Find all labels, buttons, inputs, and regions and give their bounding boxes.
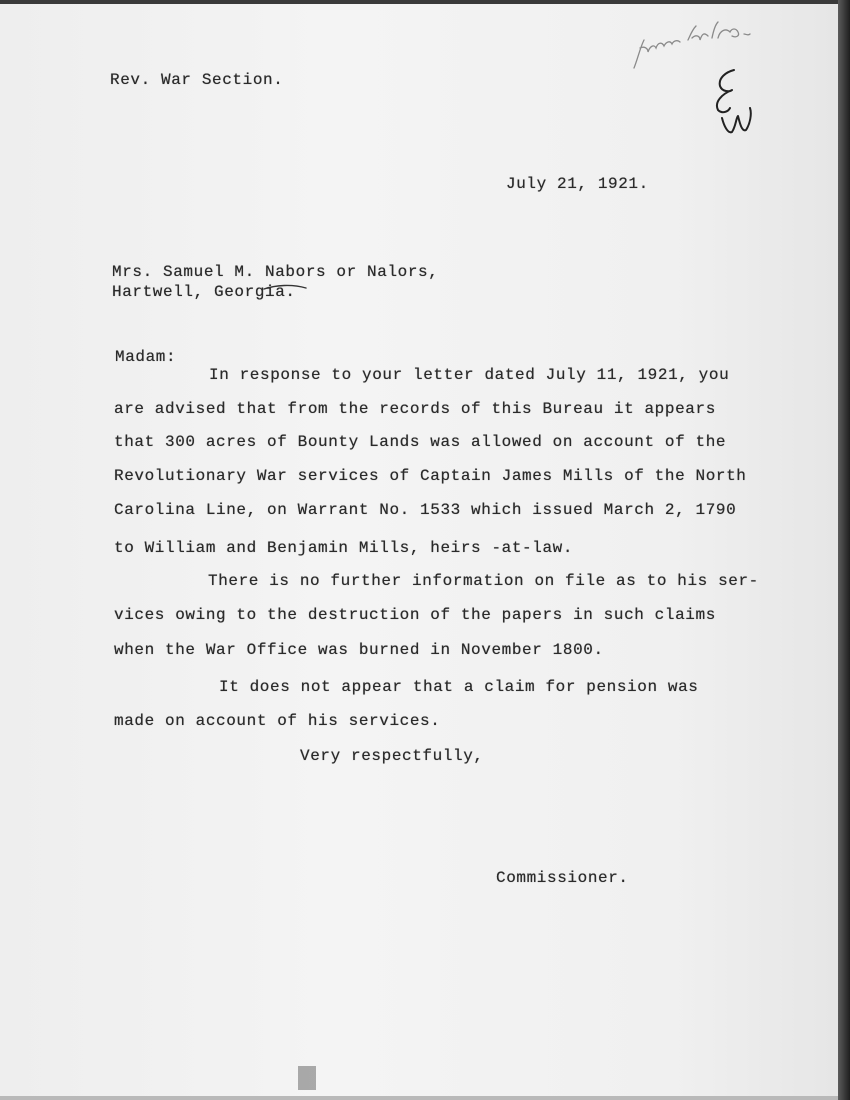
signature-title: Commissioner. xyxy=(496,869,629,887)
body-line: It does not appear that a claim for pension was xyxy=(219,678,699,696)
body-line: when the War Office was burned in November 1800. xyxy=(114,641,604,659)
handwritten-initials-ew xyxy=(700,66,760,140)
body-line: that 300 acres of Bounty Lands was allowed on account of the xyxy=(114,433,727,451)
scan-edge-right xyxy=(838,0,850,1100)
scan-edge-top xyxy=(0,0,850,4)
scan-mark xyxy=(298,1066,316,1090)
body-line: are advised that from the records of this Bureau it appears xyxy=(114,400,716,418)
body-line: There is no further information on file as to his ser- xyxy=(208,572,759,590)
body-line: In response to your letter dated July 11, 1921, you xyxy=(209,366,730,384)
body-line: made on account of his services. xyxy=(114,712,441,730)
recipient-location: Hartwell, Georgia. xyxy=(112,283,296,301)
body-line: vices owing to the destruction of the papers in such claims xyxy=(114,606,716,624)
closing: Very respectfully, xyxy=(300,747,484,765)
body-line: Carolina Line, on Warrant No. 1533 which issued March 2, 1790 xyxy=(114,501,737,519)
body-line: Revolutionary War services of Captain James Mills of the North xyxy=(114,467,747,485)
body-line: to William and Benjamin Mills, heirs -at-law. xyxy=(114,539,574,557)
letter-date: July 21, 1921. xyxy=(506,175,649,193)
recipient-name: Mrs. Samuel M. Nabors or Nalors, xyxy=(112,263,439,281)
salutation: Madam: xyxy=(115,348,177,366)
handwritten-underline xyxy=(262,280,308,294)
section-heading: Rev. War Section. xyxy=(110,71,284,89)
